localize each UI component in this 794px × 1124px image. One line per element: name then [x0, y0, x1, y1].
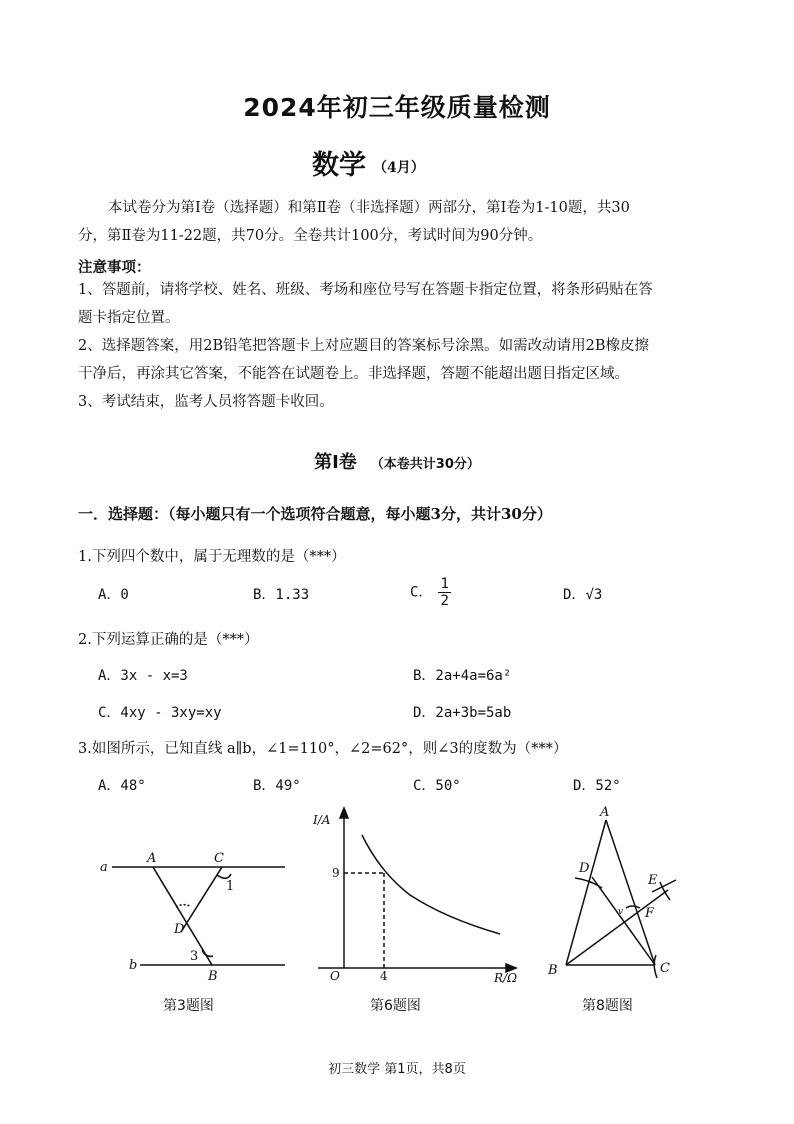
fig8-caption: 第8题图	[582, 998, 633, 1014]
section-note: （本卷共计30分）	[370, 457, 480, 472]
fig6-origin: O	[330, 969, 340, 983]
question-3-option-d: D．52°	[573, 778, 621, 794]
fig3-point-d: D	[174, 922, 185, 937]
notes-heading: 注意事项：	[78, 259, 151, 276]
angle-1-arc	[217, 874, 231, 878]
sqrt-three: √3	[585, 587, 603, 603]
figure-3	[112, 867, 285, 965]
side-ac	[606, 820, 655, 965]
question-1-stem: 1.下列四个数中，属于无理数的是（***）	[78, 549, 346, 565]
question-3-option-c: C．50°	[413, 778, 461, 794]
section-label: 第Ⅰ卷	[314, 452, 357, 473]
fig6-tick-4: 4	[380, 969, 388, 983]
exam-month: （4月）	[373, 160, 425, 176]
note-2	[78, 332, 718, 388]
fig8-mark-v: v	[618, 907, 624, 917]
figure-8	[566, 820, 676, 978]
fig3-angle-3: 3	[190, 949, 199, 964]
fig6-tick-9: 9	[332, 866, 340, 880]
question-1-option-a: A．0	[98, 587, 129, 603]
fig8-point-a: A	[600, 805, 610, 820]
question-2-option-d: D．2a+3b=5ab	[413, 705, 512, 721]
question-1-option-d	[563, 584, 602, 604]
figure-6	[318, 808, 516, 972]
fig6-y-label: I/A	[313, 813, 331, 827]
angle-2-arc	[176, 905, 190, 907]
fig6-x-label: R/Ω	[494, 971, 518, 985]
intro-paragraph	[78, 194, 718, 250]
question-1-option-c	[410, 576, 451, 609]
fig8-point-e: E	[648, 873, 658, 888]
note-1-line-1: 1、答题前，请将学校、姓名、班级、考场和座位号写在答题卡指定位置，将条形码贴在答	[78, 282, 653, 298]
fraction-numerator: 1	[440, 576, 449, 592]
question-2-option-b: B．2a+4a=6a²	[413, 668, 512, 684]
question-3-option-a: A．48°	[98, 778, 146, 794]
fig3-label-b: b	[129, 958, 138, 973]
fig8-point-f: F	[645, 906, 655, 921]
fig3-point-c: C	[214, 851, 224, 866]
question-3-option-b: B．49°	[253, 778, 301, 794]
fraction-denominator: 2	[440, 593, 449, 609]
line-dc	[592, 877, 655, 965]
fig3-label-a: a	[100, 860, 108, 875]
fig8-point-c: C	[660, 961, 670, 976]
line-be	[566, 890, 668, 965]
note-1	[78, 276, 718, 332]
fig8-point-b: B	[548, 963, 558, 978]
fraction-one-half	[438, 576, 450, 609]
note-1-line-2: 题卡指定位置。	[78, 310, 180, 326]
part-one-heading: 一．选择题：（每小题只有一个选项符合题意，每小题3分，共计30分）	[78, 505, 552, 523]
y-axis-arrow	[340, 808, 348, 818]
question-2-stem: 2.下列运算正确的是（***）	[78, 632, 259, 648]
arc-c	[654, 955, 657, 978]
section-title	[0, 448, 794, 474]
fig3-point-b: B	[208, 969, 218, 984]
figures-area	[0, 800, 794, 1000]
question-1-option-d-label: D．	[563, 587, 586, 603]
question-2-option-c: C．4xy - 3xy=xy	[98, 705, 222, 721]
question-1-option-c-label: C．	[410, 584, 433, 601]
question-2-option-a: A．3x - x=3	[98, 668, 188, 684]
note-2-line-2: 干净后，再涂其它答案，不能答在试题卷上。非选择题，答题不能超出题目指定区域。	[78, 366, 629, 382]
intro-line-2: 分，第Ⅱ卷为11-22题，共70分。全卷共计100分，考试时间为90分钟。	[78, 228, 543, 244]
fig3-angle-1: 1	[226, 879, 235, 894]
fig3-point-a: A	[147, 851, 157, 866]
exam-title: 2024年初三年级质量检测	[243, 93, 551, 122]
page-footer: 初三数学 第1页，共8页	[328, 1062, 466, 1077]
note-3: 3、考试结束，监考人员将答题卡收回。	[78, 394, 334, 410]
note-2-line-1: 2、选择题答案，用2B铅笔把答题卡上对应题目的答案标号涂黑。如需改动请用2B橡皮擦	[78, 338, 649, 354]
question-3-stem: 3.如图所示，已知直线 a∥b，∠1=110°，∠2=62°，则∠3的度数为（***）	[78, 741, 568, 757]
fig3-caption: 第3题图	[163, 998, 214, 1014]
segment-ab	[153, 867, 212, 965]
subject-title: 数学	[312, 150, 366, 181]
angle-mark	[626, 906, 640, 908]
fig6-caption: 第6题图	[370, 998, 421, 1014]
intro-line-1: 本试卷分为第Ⅰ卷（选择题）和第Ⅱ卷（非选择题）两部分，第Ⅰ卷为1-10题，共30	[108, 200, 630, 216]
segment-cd	[181, 867, 222, 932]
question-1-option-b: B．1.33	[253, 587, 310, 603]
fig8-point-d: D	[579, 861, 590, 876]
inverse-curve	[362, 835, 500, 934]
side-ab	[566, 820, 606, 965]
